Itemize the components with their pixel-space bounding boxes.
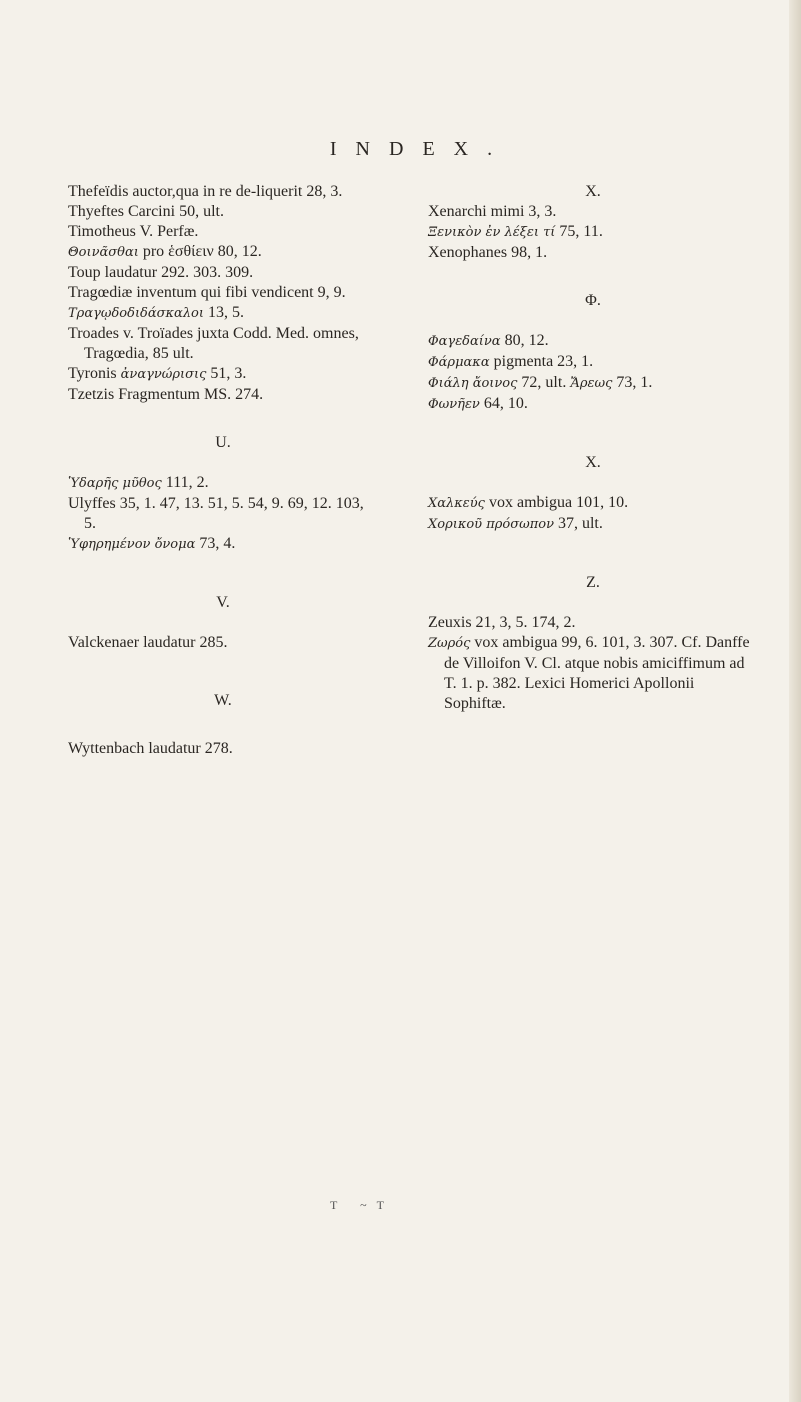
left-column	[68, 182, 378, 759]
section-letter-w: W.	[214, 692, 232, 709]
index-entry-timotheus: Timotheus V. Perfæ.	[68, 223, 199, 240]
index-entry-thefeidis: Thefeïdis auctor,qua in re de-liquerit 28, 3.	[68, 183, 343, 200]
index-entry-thyeftes: Thyeftes Carcini 50, ult.	[68, 203, 224, 220]
index-entry-hydares: Ὑδαρῆς μῦθος 111, 2.	[68, 474, 209, 491]
index-entry-zeuxis: Zeuxis 21, 3, 5. 174, 2.	[428, 614, 576, 631]
right-column	[428, 182, 758, 714]
index-entry-phoneen: Φωνῆεν 64, 10.	[428, 395, 528, 412]
index-entry-xenophanes: Xenophanes 98, 1.	[428, 244, 548, 261]
index-entry-xenikon: Ξενικὸν ἐν λέξει τί 75, 11.	[428, 223, 603, 240]
page-edge	[789, 0, 801, 1402]
index-entry-wyttenbach: Wyttenbach laudatur 278.	[68, 740, 233, 757]
page-header: INDEX.	[329, 138, 512, 160]
index-entry-hypheremenon: Ὑφηρημένον ὄνομα 73, 4.	[68, 535, 236, 552]
index-entry-xenarchi: Xenarchi mimi 3, 3.	[428, 203, 557, 220]
section-letter-u: U.	[215, 434, 231, 451]
index-entry-chalkeus: Χαλκεύς vox ambigua 101, 10.	[428, 494, 629, 511]
index-entry-valckenaer: Valckenaer laudatur 285.	[68, 634, 228, 651]
section-letter-z: Z.	[586, 574, 600, 591]
footer-marks: T ~T	[330, 1198, 394, 1212]
index-entry-phagedaina: Φαγεδαίνα 80, 12.	[428, 332, 549, 349]
index-entry-toup: Toup laudatur 292. 303. 309.	[68, 264, 254, 281]
section-letter-x: X.	[585, 183, 601, 200]
index-entry-pharmaka: Φάρμακα pigmenta 23, 1.	[428, 353, 594, 370]
index-entry-tyronis: Tyronis ἀναγνώρισις 51, 3.	[68, 365, 247, 382]
index-entry-tragodidaskaloi: Τραγῳδοδιδάσκαλοι 13, 5.	[68, 304, 244, 321]
index-entry-phiale: Φιάλη ἄοινος 72, ult. Ἄρεως 73, 1.	[428, 374, 653, 391]
index-entry-zoros: Ζωρός vox ambigua 99, 6. 101, 3. 307. Cf. Danffe de Villoifon V. Cl. atque nobis amiciffimum ad T. 1. p. 382. Lexici Homerici Apollonii Sophiftæ.	[428, 634, 750, 712]
section-letter-chi: X.	[585, 454, 601, 471]
index-entry-chorikou: Χορικοῦ πρόσωπον 37, ult.	[428, 515, 603, 532]
section-letter-phi: Φ.	[585, 292, 601, 309]
index-entry-ulyffes: Ulyffes 35, 1. 47, 13. 51, 5. 54, 9. 69, 12. 103, 5.	[68, 495, 364, 532]
index-entry-tzetzis: Tzetzis Fragmentum MS. 274.	[68, 386, 264, 403]
index-entry-tragoediae: Tragœdiæ inventum qui fibi vendicent 9, 9.	[68, 284, 346, 301]
section-letter-v: V.	[216, 594, 230, 611]
index-entry-troades: Troades v. Troïades juxta Codd. Med. omnes, Tragœdia, 85 ult.	[68, 325, 359, 362]
index-entry-thoinasthai: Θοινᾶσθαι pro ἑσθίειν 80, 12.	[68, 243, 262, 260]
